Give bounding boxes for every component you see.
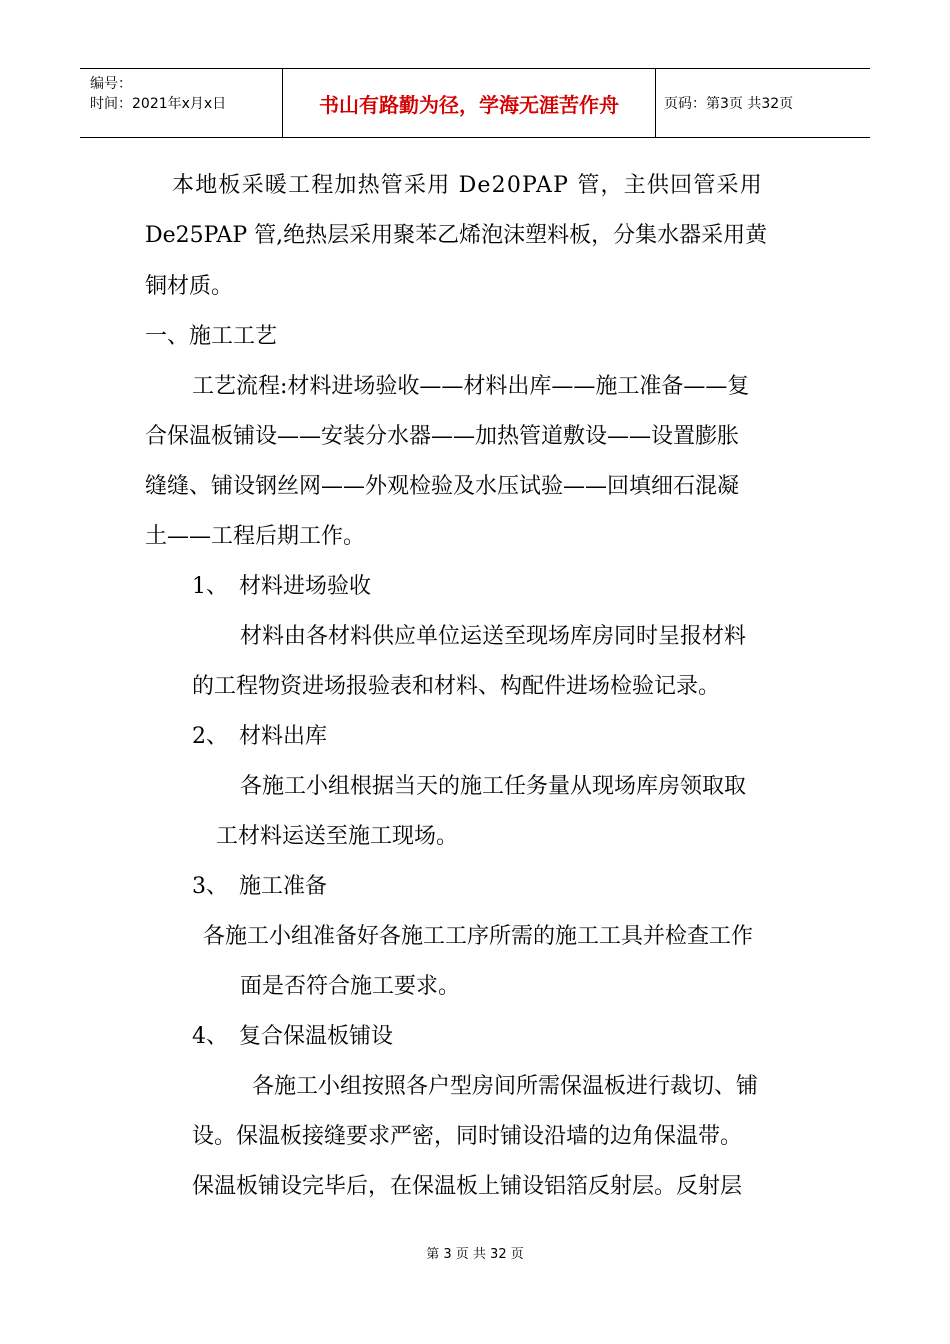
body-line: 本地板采暖工程加热管采用 De20PAP 管，主供回管采用 [172, 173, 763, 198]
body-line: 面是否符合施工要求。 [240, 974, 461, 999]
body-line: 工艺流程:材料进场验收——材料出库——施工准备——复 [192, 374, 750, 399]
body-line: 土——工程后期工作。 [145, 524, 366, 549]
body-line: 各施工小组根据当天的施工任务量从现场库房领取取 [240, 774, 747, 799]
body-line: 铜材质。 [145, 274, 234, 299]
section-heading: 一、施工工艺 [145, 324, 278, 349]
page-header [80, 68, 870, 138]
page-footer: 第 3 页 共 32 页 [426, 1247, 524, 1262]
time-label: 时间：2021年x月x日 [90, 96, 227, 112]
subsection-heading: 2、 材料出库 [192, 724, 327, 749]
header-meta [80, 69, 282, 137]
header-page-info [654, 69, 870, 137]
subsection-heading: 4、 复合保温板铺设 [192, 1024, 393, 1049]
subsection-heading: 1、 材料进场验收 [192, 574, 371, 599]
body-line: 的工程物资进场报验表和材料、构配件进场检验记录。 [192, 674, 721, 699]
body-line: 缝缝、铺设钢丝网——外观检验及水压试验——回填细石混凝 [145, 474, 740, 499]
page-info-text: 页码：第3页 共32页 [664, 96, 794, 112]
body-line: 工材料运送至施工现场。 [216, 824, 459, 849]
body-line: 各施工小组按照各户型房间所需保温板进行裁切、铺 [252, 1074, 759, 1099]
body-line: 材料由各材料供应单位运送至现场库房同时呈报材料 [240, 624, 747, 649]
body-line: De25PAP 管,绝热层采用聚苯乙烯泡沫塑料板，分集水器采用黄 [145, 223, 768, 248]
body-line: 设。保温板接缝要求严密，同时铺设沿墙的边角保温带。 [192, 1124, 743, 1149]
body-line: 各施工小组准备好各施工工序所需的施工工具并检查工作 [203, 924, 754, 949]
header-motto: 书山有路勤为径，学海无涯苦作舟 [282, 69, 656, 137]
body-line: 合保温板铺设——安装分水器——加热管道敷设——设置膨胀 [145, 424, 740, 449]
subsection-heading: 3、 施工准备 [192, 874, 327, 899]
number-label: 编号： [90, 76, 132, 92]
body-line: 保温板铺设完毕后，在保温板上铺设铝箔反射层。反射层 [192, 1174, 743, 1199]
